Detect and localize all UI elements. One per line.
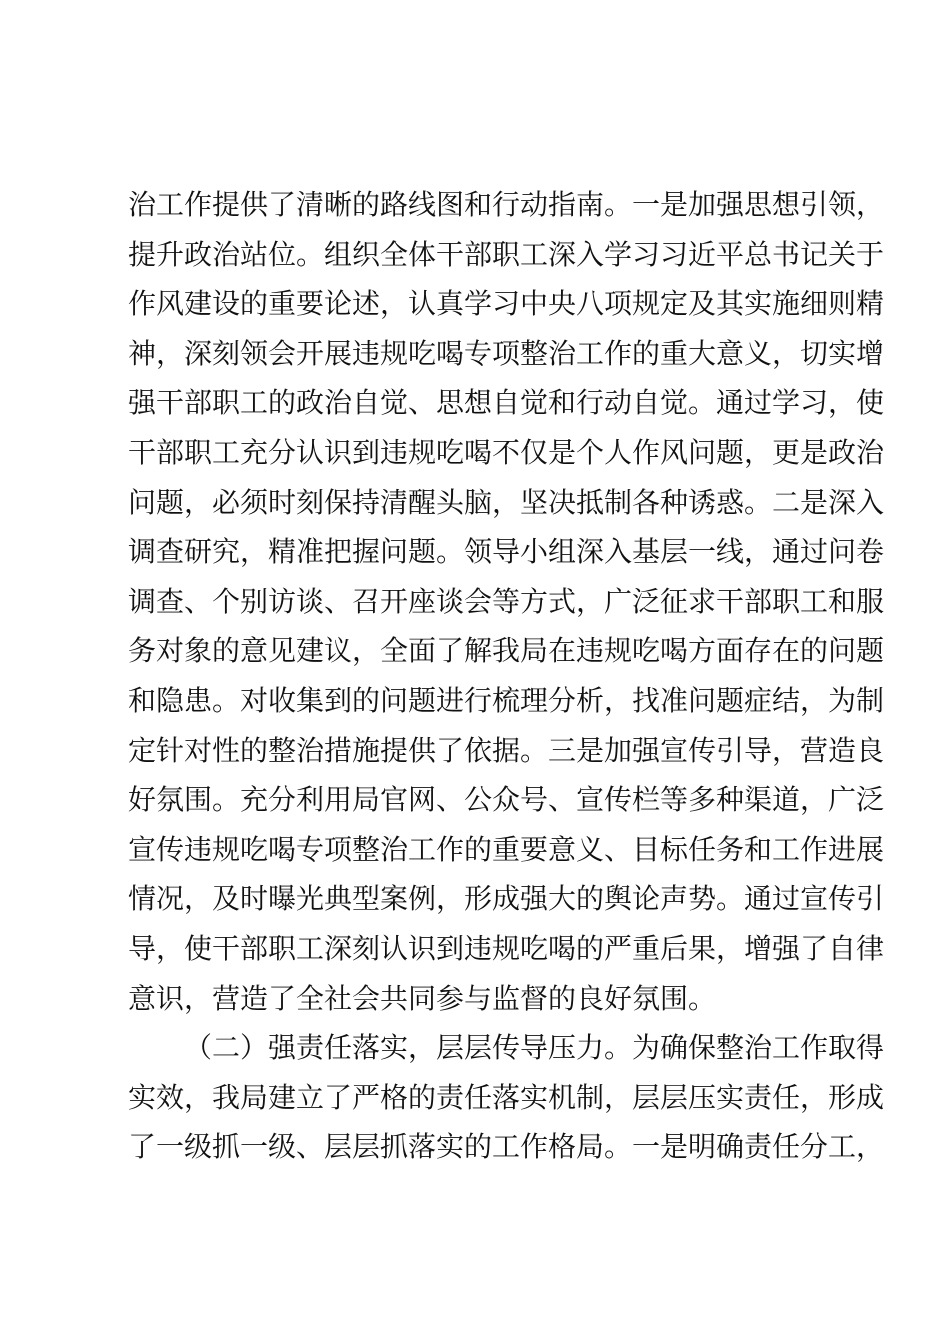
text-line: 作风建设的重要论述，认真学习中央八项规定及其实施细则精 [128, 287, 885, 321]
text-line: 治工作提供了清晰的路线图和行动指南。一是加强思想引领， [128, 188, 885, 221]
text-line: 神，深刻领会开展违规吃喝专项整治工作的重大意义，切实增 [128, 336, 885, 370]
text-line: 务对象的意见建议，全面了解我局在违规吃喝方面存在的问题 [128, 634, 885, 668]
body-text [128, 180, 885, 1172]
text-line: 情况，及时曝光典型案例，形成强大的舆论声势。通过宣传引 [128, 882, 885, 916]
text-line: 和隐患。对收集到的问题进行梳理分析，找准问题症结，为制 [128, 683, 885, 717]
text-line: 强干部职工的政治自觉、思想自觉和行动自觉。通过学习，使 [128, 386, 885, 420]
text-line: （二）强责任落实，层层传导压力。为确保整治工作取得 [184, 1031, 885, 1065]
text-line: 定针对性的整治措施提供了依据。三是加强宣传引导，营造良 [128, 733, 885, 767]
text-line: 好氛围。充分利用局官网、公众号、宣传栏等多种渠道，广泛 [128, 783, 885, 817]
text-line: 提升政治站位。组织全体干部职工深入学习习近平总书记关于 [128, 237, 885, 271]
text-line: 实效，我局建立了严格的责任落实机制，层层压实责任，形成 [128, 1080, 885, 1114]
text-line: 调查研究，精准把握问题。领导小组深入基层一线，通过问卷 [128, 535, 885, 569]
text-line: 导，使干部职工深刻认识到违规吃喝的严重后果，增强了自律 [128, 931, 885, 965]
text-line: 调查、个别访谈、召开座谈会等方式，广泛征求干部职工和服 [128, 584, 885, 618]
text-line: 干部职工充分认识到违规吃喝不仅是个人作风问题，更是政治 [128, 435, 885, 469]
text-line: 问题，必须时刻保持清醒头脑，坚决抵制各种诱惑。二是深入 [128, 485, 885, 519]
text-line: 意识，营造了全社会共同参与监督的良好氛围。 [128, 981, 717, 1015]
text-line: 了一级抓一级、层层抓落实的工作格局。一是明确责任分工， [128, 1130, 885, 1164]
text-line: 宣传违规吃喝专项整治工作的重要意义、目标任务和工作进展 [128, 832, 885, 866]
